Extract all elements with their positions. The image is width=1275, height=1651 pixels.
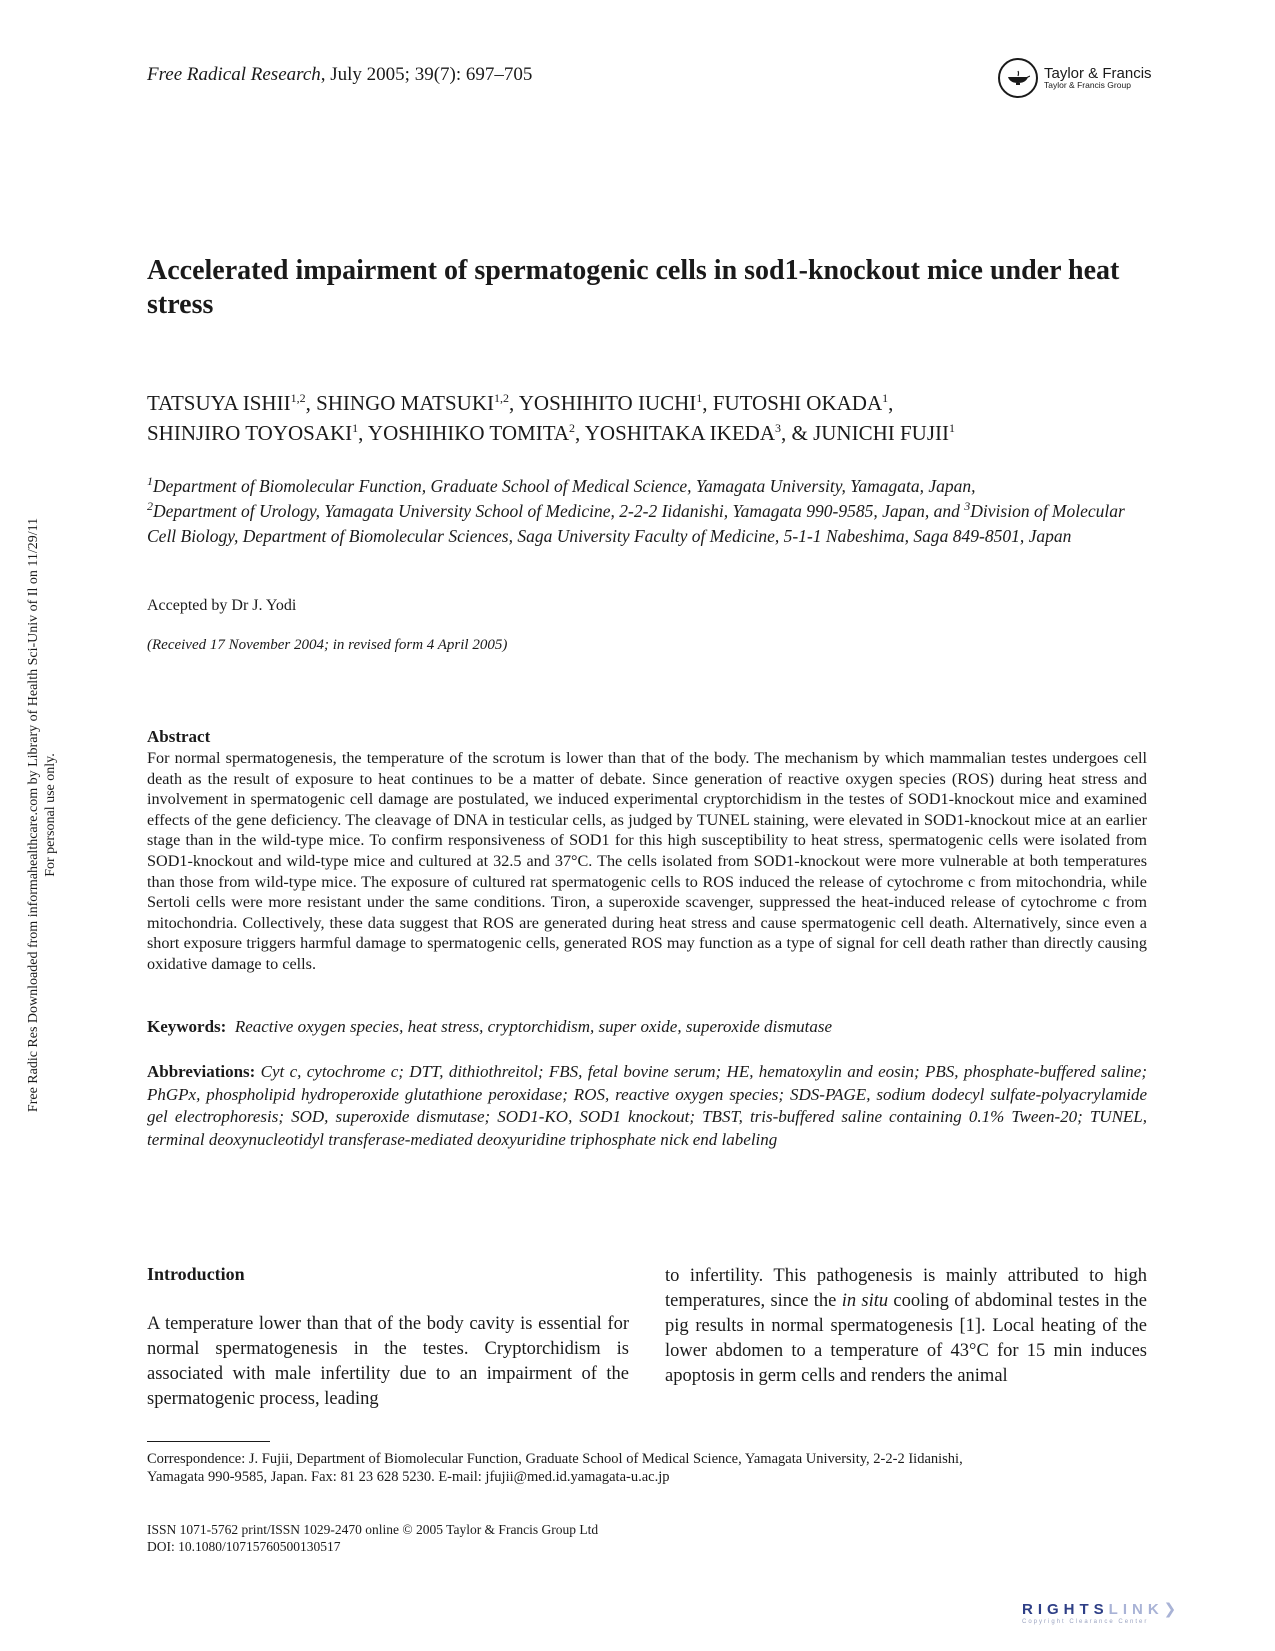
rightslink-logo[interactable] — [1022, 1600, 1181, 1625]
accepted-by: Accepted by Dr J. Yodi — [147, 597, 297, 614]
rightslink-light: LINK — [1108, 1601, 1164, 1618]
affiliation-1: Department of Biomolecular Function, Graduate School of Medical Science, Yamagata University, Yamagata, Japan, — [153, 476, 976, 496]
watermark-line-1: Free Radic Res Downloaded from informahealthcare.com by Library of Health Sci-Univ of Il on 11/29/11 — [26, 517, 41, 1113]
author-list — [147, 388, 1137, 448]
journal-issue: , July 2005; 39(7): 697–705 — [320, 64, 533, 85]
abbreviations-text: Cyt c, cytochrome c; DTT, dithiothreitol; FBS, fetal bovine serum; HE, hematoxylin and eosin; PBS, phosphate-buffered saline; PhGPx, phospholipid hydroperoxide glutathione peroxidase; ROS, reactive oxygen species; SDS-PAGE, sodium dodecyl sulfate-polyacrylamide gel electrophoresis; SOD, superoxide dismutase; SOD1-KO, SOD1 knockout; TBST, tris-buffered saline containing 0.1% Tween-20; TUNEL, terminal deoxynucleotidyl transferase-mediated deoxyuridine triphosphate nick end labeling — [147, 1062, 1148, 1149]
article-title: Accelerated impairment of spermatogenic cells in sod1-knockout mice under heat stress — [147, 255, 1120, 320]
keywords-text: Reactive oxygen species, heat stress, cryptorchidism, super oxide, superoxide dismutase — [234, 1017, 833, 1036]
affiliations: $^1$Department of Biomolecular Function, Graduate School of Medical Science, Yamagata University, Yamagata, Japan, $^2$Department of Urology, Yamagata University School of Medicine, 2-2-2 Iidanishi, Yamagata 990-9585, Japan, and $^3$Division of Molecular Cell Biology, Department of Biomolecular Sciences, Saga University Faculty of Medicine, 5-1-1 Nabeshima, Saga 849-8501, Japan — [147, 474, 1125, 546]
download-watermark — [25, 455, 59, 1175]
introduction-heading: Introduction — [147, 1264, 245, 1284]
author: FUTOSHI OKADA$^1$, — [712, 391, 894, 415]
rightslink-arrow-icon: ❯ — [1163, 1601, 1182, 1618]
journal-name: Free Radical Research — [147, 64, 321, 85]
keywords-label: Keywords: — [147, 1017, 227, 1036]
abbreviations-label: Abbreviations: — [147, 1062, 256, 1081]
journal-citation — [147, 64, 532, 86]
abstract-text: For normal spermatogenesis, the temperature of the scrotum is lower than that of the body. The mechanism by which mammalian testes undergoes cell death as the result of exposure to heat continues to be a matter of debate. Since generation of reactive oxygen species (ROS) during heat stress and involvement in spermatogenic cell damage are postulated, we induced experimental cryptorchidism in the testes of SOD1-knockout mice and examined effects of the gene deficiency. The cleavage of DNA in testicular cells, as judged by TUNEL staining, were elevated in SOD1-knockout mice at an earlier stage than in the wild-type mice. To confirm responsiveness of SOD1 for this high susceptibility to heat stress, spermatogenic cells were isolated from SOD1-knockout and wild-type mice and cultured at 32.5 and 37°C. The cells isolated from SOD1-knockout were more vulnerable at both temperatures than those from wild-type mice. The exposure of cultured rat spermatogenic cells to ROS induced the release of cytochrome c from mitochondria, while Sertoli cells were more resistant under the same conditions. Tiron, a superoxide scavenger, suppressed the heat-induced release of cytochrome c from mitochondria. Collectively, these data suggest that ROS are generated during heat stress and cause spermatogenic cell death. Alternatively, since even a short exposure triggers harmful damage to spermatogenic cells, generated ROS may function as a type of signal for cell death rather than directly causing oxidative damage to cells. — [147, 749, 1147, 973]
lamp-icon — [998, 58, 1038, 98]
rightslink-subtitle: Copyright Clearance Center — [1022, 1619, 1149, 1625]
doi: DOI: 10.1080/10715760500130517 — [147, 1539, 341, 1554]
footnote-divider — [147, 1441, 270, 1442]
introduction-left-column: A temperature lower than that of the body cavity is essential for normal spermatogenesis in the testes. Cryptorchidism is associated with male infertility due to an impairment of the spermatogenic process, leading — [147, 1314, 629, 1409]
abstract-heading: Abstract — [147, 727, 211, 746]
rightslink-dark: RIGHTS — [1022, 1601, 1109, 1618]
received-dates: (Received 17 November 2004; in revised form 4 April 2005) — [147, 637, 508, 653]
publisher-group: Taylor & Francis Group — [1044, 80, 1131, 91]
affiliation-3: Division of Molecular Cell Biology, Department of Biomolecular Sciences, Saga University Faculty of Medicine, 5-1-1 Nabeshima, Saga 849-8501, Japan — [147, 501, 1125, 546]
introduction-right-column: to infertility. This pathogenesis is mainly attributed to high temperatures, since the in situ cooling of abdominal testes in the pig results in normal spermatogenesis [1]. Local heating of the lower abdomen to a temperature of 43°C for 15 min induces apoptosis in germ cells and renders the animal — [665, 1266, 1147, 1386]
publisher-logo[interactable] — [998, 58, 1152, 98]
abbreviations — [147, 1061, 1147, 1151]
author: SHINJIRO TOYOSAKI$^1$, — [147, 421, 368, 445]
author: YOSHIHITO IUCHI$^1$, — [518, 391, 713, 415]
issn-doi — [147, 1521, 598, 1555]
author: TATSUYA ISHII$^{1,2}$, — [147, 391, 317, 415]
keywords — [147, 1017, 1147, 1037]
author: JUNICHI FUJII$^1$ — [813, 421, 956, 445]
correspondence-note: Correspondence: J. Fujii, Department of Biomolecular Function, Graduate School of Medical Science, Yamagata University, 2-2-2 Iidanishi, Yamagata 990-9585, Japan. Fax: 81 23 628 5230. E-mail: jfujii@med.id.yamagata-u.ac.jp — [147, 1451, 963, 1485]
publisher-name: Taylor & Francis — [1044, 64, 1152, 82]
author: YOSHIHIKO TOMITA$^2$, — [367, 421, 585, 445]
author: YOSHITAKA IKEDA$^3$, & — [584, 421, 814, 445]
issn: ISSN 1071-5762 print/ISSN 1029-2470 online © 2005 Taylor & Francis Group Ltd — [147, 1522, 599, 1537]
affiliation-2: Department of Urology, Yamagata University School of Medicine, 2-2-2 Iidanishi, Yamagata 990-9585, Japan, and — [153, 501, 965, 521]
watermark-line-2: For personal use only. — [43, 753, 58, 877]
author: SHINGO MATSUKI$^{1,2}$, — [316, 391, 519, 415]
